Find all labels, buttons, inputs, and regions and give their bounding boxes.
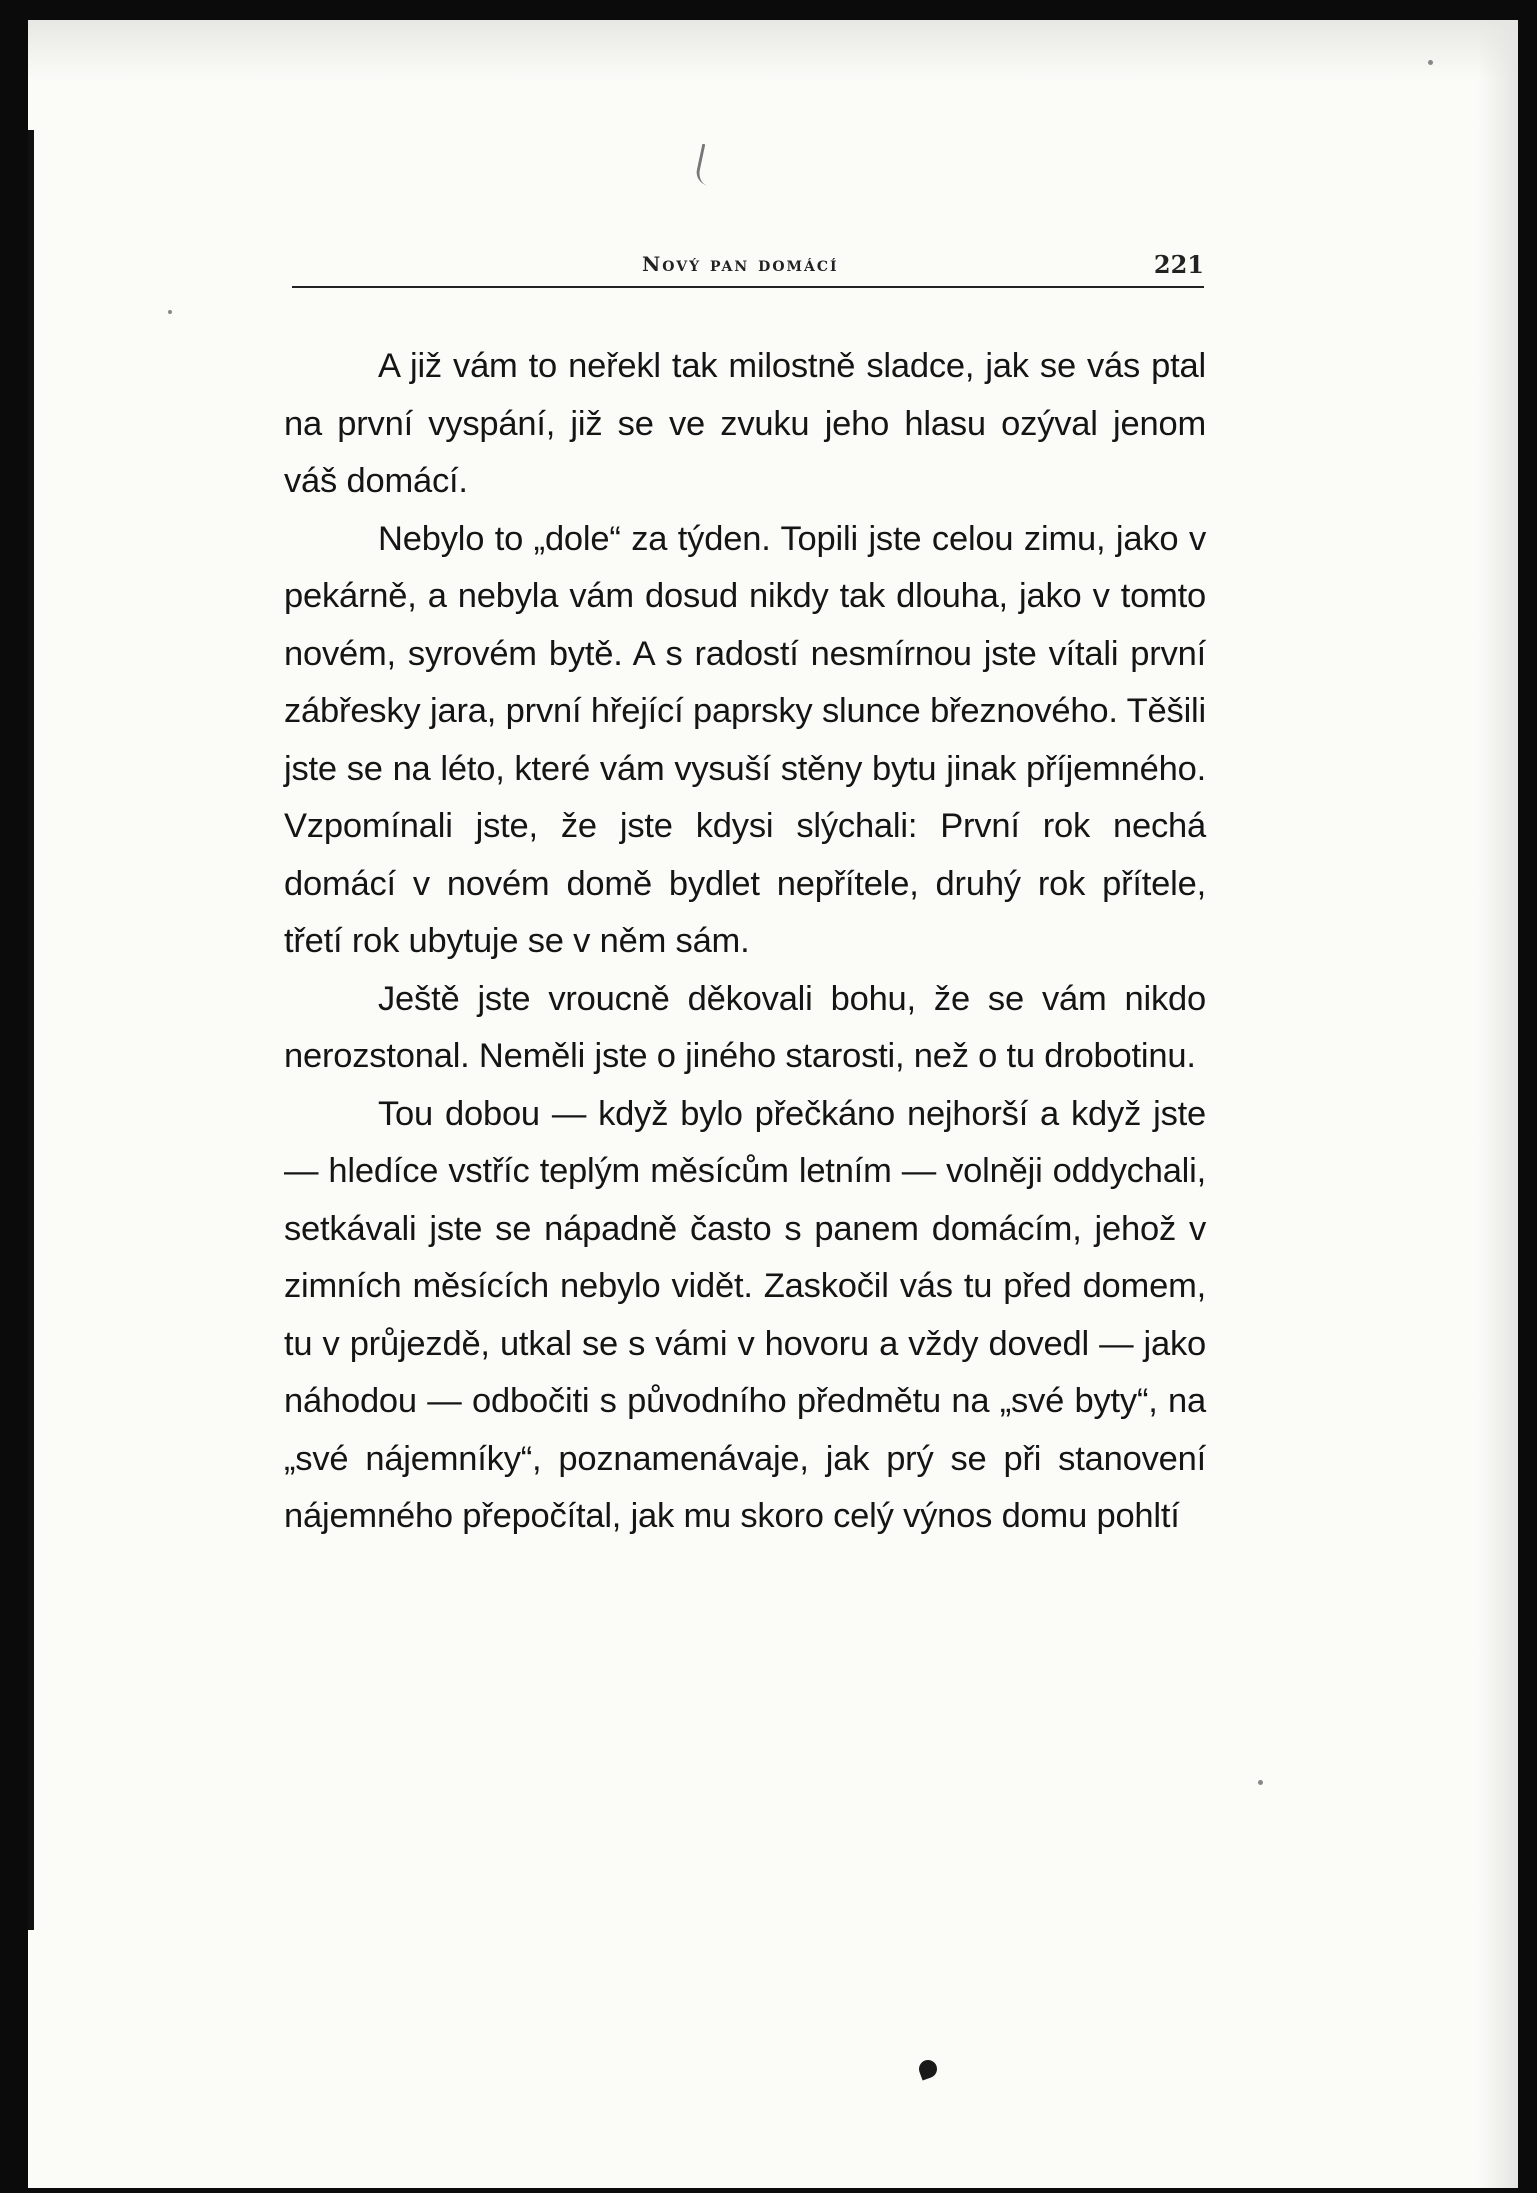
running-title: Nový pan domácí [642, 252, 839, 276]
paragraph-3: Ještě jste vroucně děkovali bohu, že se vám nikdo nerozstonal. Neměli jste o jiného starosti, než o tu drobotinu. [284, 979, 1206, 1075]
pencil-mark [694, 144, 719, 187]
ink-blot-icon [916, 2057, 939, 2080]
book-page [28, 20, 1518, 2188]
paragraph-2: Nebylo to „dole“ za týden. Topili jste celou zimu, jako v pekárně, a nebyla vám dosud nikdy tak dlouha, jako v tomto novém, syrovém bytě. A s radostí nesmírnou jste vítali první zábřesky jara, první hřející paprsky slunce březnového. Těšili jste se na léto, které vám vysuší stěny bytu jinak příjemného. Vzpomínali jste, že jste kdysi slýchali: První rok nechá domácí v novém domě bydlet nepřítele, druhý rok přítele, třetí rok ubytuje se v něm sám. [284, 519, 1206, 960]
body-text [284, 338, 1206, 1546]
paragraph-4: Tou dobou — když bylo přečkáno nejhorší a když jste — hledíce vstříc teplým měsícům letním — volněji oddychali, setkávali jste se nápadně často s panem domácím, jehož v zimních měsících nebylo vidět. Zaskočil vás tu před domem, tu v průjezdě, utkal se s vámi v hovoru a vždy dovedl — jako náhodou — odbočiti s původního předmětu na „své byty“, na „své nájemníky“, poznamenávaje, jak prý se při stanovení nájemného přepočítal, jak mu skoro celý výnos domu pohltí [284, 1094, 1206, 1535]
speck [1428, 60, 1433, 65]
paragraph-1: A již vám to neřekl tak milostně sladce, jak se vás ptal na první vyspání, již se ve zvuku jeho hlasu ozýval jenom váš domácí. [284, 347, 1206, 500]
running-header [292, 242, 1204, 288]
page-number: 221 [1153, 250, 1204, 279]
page-edge-shadow [28, 130, 34, 1930]
speck [168, 310, 172, 314]
speck [1258, 1780, 1263, 1785]
